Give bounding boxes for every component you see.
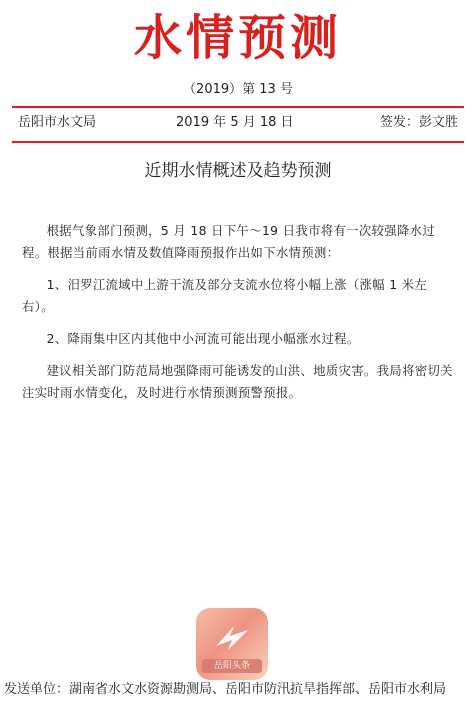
paragraph: 建议相关部门防范局地强降雨可能诱发的山洪、地质灾害。我局将密切关注实时雨水情变化，及时进行水情预测预警预报。 [22,364,453,400]
issue-date: 2019 年 5 月 18 日 [176,115,294,130]
bottom-divider [12,141,464,143]
top-divider [12,106,464,108]
headline: 近期水情概述及趋势预测 [144,161,332,181]
paragraph: 根据气象部门预测，5 月 18 日下午～19 日我市将有一次较强降水过程。根据当前雨水情及数值降雨预报作出如下水情预测： [22,224,436,260]
watermark-text: 岳阳头条 [213,661,250,671]
paragraph: 2、降雨集中区内其他中小河流可能出现小幅涨水过程。 [46,332,360,346]
signer: 签发：彭文胜 [379,115,458,130]
issue-number: （2019）第 13 号 [183,82,293,97]
document-title: 水情预测 [133,10,342,66]
footer-recipients: 发送单位：湖南省水文水资源勘测局、岳阳市防汛抗旱指挥部、岳阳市水利局 [4,682,447,697]
body-text [22,220,458,414]
paragraph: 1、汨罗江流域中上游干流及部分支流水位将小幅上涨（涨幅 1 米左右）。 [22,278,428,314]
issuer: 岳阳市水文局 [18,115,97,130]
bird-logo-icon [212,622,252,654]
watermark-logo [196,608,268,680]
